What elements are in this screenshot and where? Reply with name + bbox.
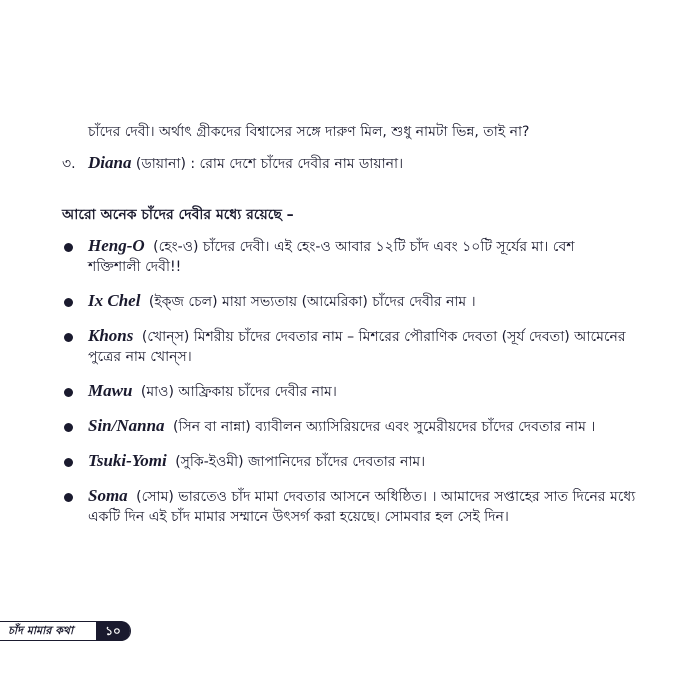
deity-description-cont: শক্তিশালী দেবী!!: [88, 259, 182, 275]
deity-name: Tsuki-Yomi: [88, 451, 167, 470]
item-number: ৩.: [62, 156, 76, 172]
deity-description: (সুকি-ইওমী) জাপানিদের চাঁদের দেবতার নাম।: [175, 454, 426, 470]
numbered-item-diana: [62, 153, 403, 174]
deity-list: [62, 236, 662, 541]
bullet-dot-icon: [64, 493, 73, 502]
item-description: (ডায়ানা) : রোম দেশে চাঁদের দেবীর নাম ডায়ানা।: [135, 156, 404, 172]
deity-description: (মাও) আফ্রিকায় চাঁদের দেবীর নাম।: [140, 384, 337, 400]
deity-name: Mawu: [88, 381, 133, 400]
intro-line: চাঁদের দেবী। অর্থাৎ গ্রীকদের বিশ্বাসের সঙ্গে দারুণ মিল, শুধু নামটা ভিন্ন, তাই না?: [88, 124, 530, 140]
deity-name: Ix Chel: [88, 291, 141, 310]
deity-name: Heng-O: [88, 236, 145, 255]
deity-description: (সিন বা নান্না) ব্যাবীলন অ্যাসিরিয়দের এবং সুমেরীয়দের চাঁদের দেবতার নাম ।: [173, 419, 596, 435]
deity-name: Khons: [88, 326, 134, 345]
bullet-dot-icon: [64, 423, 73, 432]
bullet-dot-icon: [64, 458, 73, 467]
section-heading: আরো অনেক চাঁদের দেবীর মধ্যে রয়েছে –: [62, 207, 294, 223]
deity-description-cont: পুত্রের নাম খোন্‌স।: [88, 349, 192, 365]
deity-description: (সোম) ভারতেও চাঁদ মামা দেবতার আসনে অধিষ্ঠিত। । আমাদের সপ্তাহের সাত দিনের মধ্যে: [136, 489, 636, 505]
item-latin-name: Diana: [88, 153, 132, 172]
list-item: [62, 236, 662, 277]
list-item: [62, 416, 662, 437]
list-item: [62, 486, 662, 527]
deity-description: (খোন্‌স) মিশরীয় চাঁদের দেবতার নাম – মিশরের পৌরাণিক দেবতা (সূর্য দেবতা) আমেনের: [141, 329, 626, 345]
list-item: [62, 381, 662, 402]
bullet-dot-icon: [64, 298, 73, 307]
list-item: [62, 451, 662, 472]
list-item: [62, 326, 662, 367]
deity-description-cont: একটি দিন এই চাঁদ মামার সম্মানে উৎসর্গ করা হয়েছে। সোমবার হল সেই দিন।: [88, 509, 509, 525]
bullet-dot-icon: [64, 333, 73, 342]
bullet-dot-icon: [64, 243, 73, 252]
deity-description: (হেং-ও) চাঁদের দেবী। এই হেং-ও আবার ১২টি চাঁদ এবং ১০টি সূর্যের মা। বেশ: [153, 239, 575, 255]
book-title: চাঁদ মামার কথা: [8, 624, 74, 637]
deity-name: Soma: [88, 486, 128, 505]
bullet-dot-icon: [64, 388, 73, 397]
page-number: ১০: [96, 621, 130, 641]
deity-description: (ইক্‌জ চেল) মায়া সভ্যতায় (আমেরিকা) চাঁদের দেবীর নাম ।: [148, 294, 476, 310]
list-item: [62, 291, 662, 312]
deity-name: Sin/Nanna: [88, 416, 165, 435]
page-footer: [0, 621, 131, 641]
